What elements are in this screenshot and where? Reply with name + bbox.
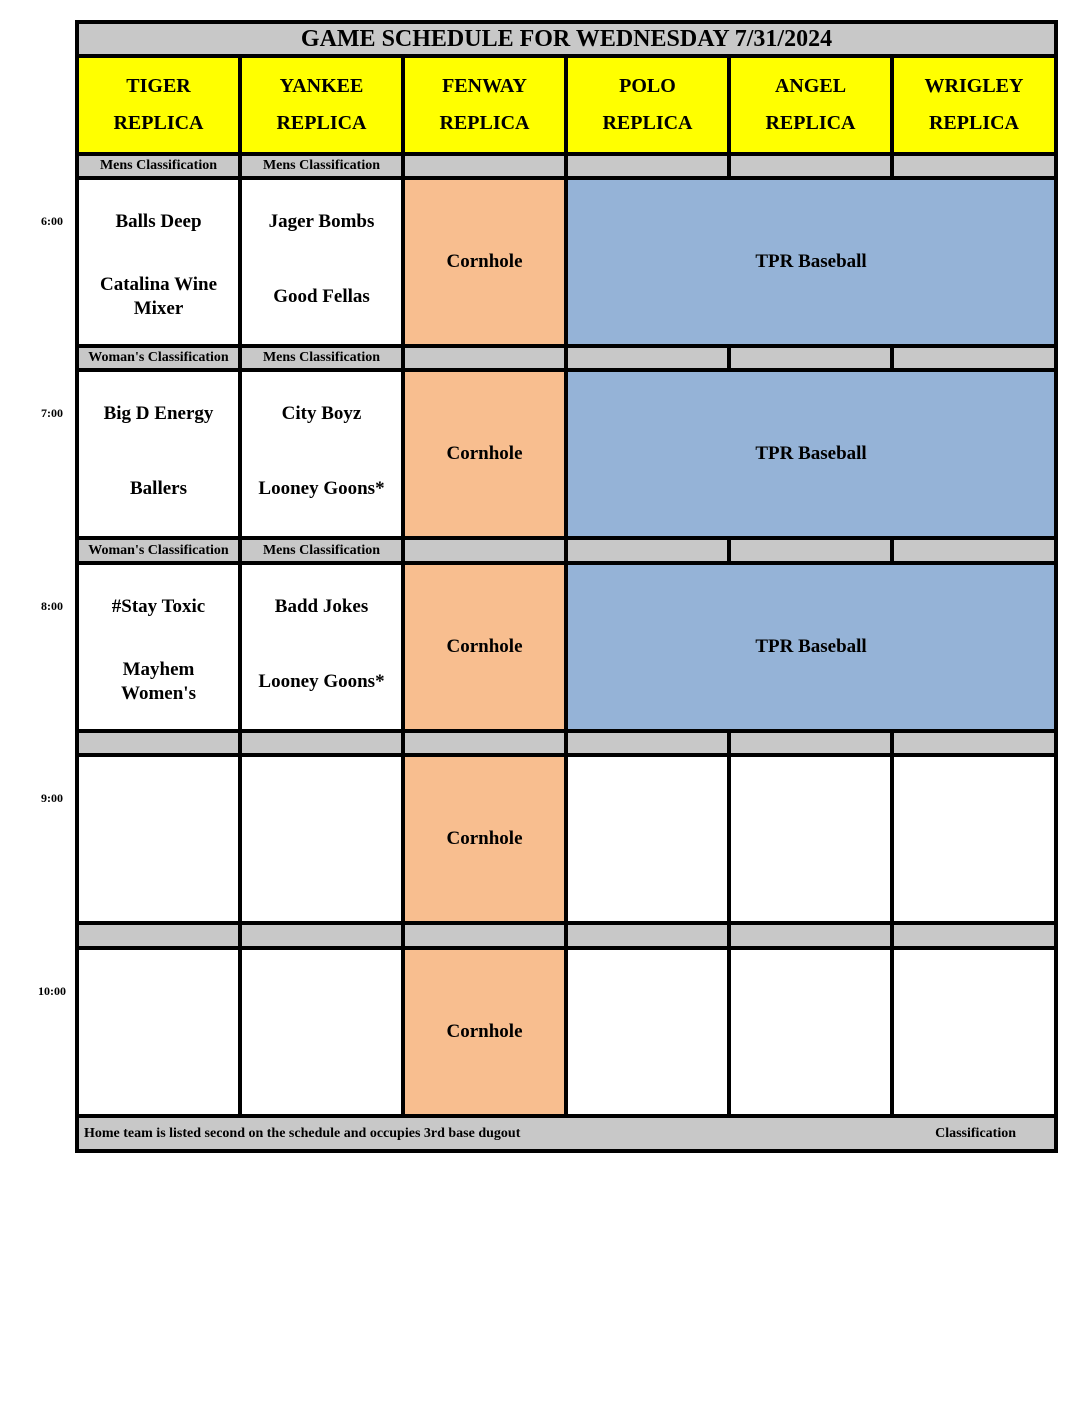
field-sub: REPLICA <box>602 112 693 134</box>
time-label: 7:00 <box>41 406 63 420</box>
classification-fenway <box>405 540 564 561</box>
classification-angel <box>731 733 890 753</box>
game-yankee-8 <box>242 565 401 729</box>
classification-wrigley <box>894 925 1054 946</box>
classification-yankee <box>242 925 401 946</box>
classification-yankee: Mens Classification <box>242 156 401 176</box>
cornhole-fenway-7: Cornhole <box>405 372 564 536</box>
classification-fenway <box>405 156 564 176</box>
footer-note: Home team is listed second on the schedule and occupies 3rd base dugout <box>84 1125 521 1141</box>
away-team: City Boyz <box>281 403 362 424</box>
away-team: #Stay Toxic <box>111 596 206 617</box>
field-name: WRIGLEY <box>924 75 1024 97</box>
classification-fenway <box>405 733 564 753</box>
classification-tiger <box>79 925 238 946</box>
field-sub: REPLICA <box>113 112 204 134</box>
field-name: POLO <box>619 75 676 97</box>
classification-tiger <box>79 733 238 753</box>
field-sub: REPLICA <box>276 112 367 134</box>
header-fenway <box>405 58 564 152</box>
home-team: Looney Goons* <box>258 671 385 692</box>
classification-yankee: Mens Classification <box>242 540 401 561</box>
cornhole-fenway-8: Cornhole <box>405 565 564 729</box>
classification-wrigley <box>894 540 1054 561</box>
tpr-baseball-7: TPR Baseball <box>568 372 1054 536</box>
game-yankee-6 <box>242 180 401 344</box>
footer-bar <box>79 1118 1054 1149</box>
tpr-baseball-6: TPR Baseball <box>568 180 1054 344</box>
empty-angel-9 <box>731 757 890 921</box>
field-sub: REPLICA <box>765 112 856 134</box>
time-label: 10:00 <box>38 984 66 998</box>
classification-angel <box>731 156 890 176</box>
empty-polo-9 <box>568 757 727 921</box>
tpr-baseball-8: TPR Baseball <box>568 565 1054 729</box>
field-name: TIGER <box>126 75 191 97</box>
classification-wrigley <box>894 348 1054 368</box>
classification-yankee <box>242 733 401 753</box>
game-tiger-7 <box>79 372 238 536</box>
schedule-title: GAME SCHEDULE FOR WEDNESDAY 7/31/2024 <box>79 24 1054 54</box>
empty-yankee-9 <box>242 757 401 921</box>
empty-angel-10 <box>731 950 890 1114</box>
time-label: 8:00 <box>41 599 63 613</box>
classification-polo <box>568 156 727 176</box>
header-polo <box>568 58 727 152</box>
away-team: Balls Deep <box>115 211 202 232</box>
classification-wrigley <box>894 156 1054 176</box>
field-sub: REPLICA <box>439 112 530 134</box>
classification-tiger: Woman's Classification <box>79 348 238 368</box>
home-team: Looney Goons* <box>258 478 385 499</box>
empty-tiger-10 <box>79 950 238 1114</box>
classification-wrigley <box>894 733 1054 753</box>
game-tiger-8 <box>79 565 238 729</box>
cornhole-fenway-9: Cornhole <box>405 757 564 921</box>
header-tiger <box>79 58 238 152</box>
away-team: Jager Bombs <box>268 211 375 232</box>
field-sub: REPLICA <box>928 112 1019 134</box>
classification-polo <box>568 925 727 946</box>
field-name: ANGEL <box>774 75 847 97</box>
cornhole-fenway-10: Cornhole <box>405 950 564 1114</box>
field-name: FENWAY <box>442 75 527 97</box>
home-team: Ballers <box>130 478 187 499</box>
footer-classification: Classification <box>935 1125 1016 1141</box>
classification-fenway <box>405 348 564 368</box>
field-name: YANKEE <box>279 75 364 97</box>
classification-angel <box>731 925 890 946</box>
classification-polo <box>568 540 727 561</box>
header-yankee <box>242 58 401 152</box>
classification-fenway <box>405 925 564 946</box>
classification-polo <box>568 348 727 368</box>
classification-polo <box>568 733 727 753</box>
empty-wrigley-9 <box>894 757 1054 921</box>
empty-polo-10 <box>568 950 727 1114</box>
home-team: Good Fellas <box>273 286 370 307</box>
home-team: Mayhem Women's <box>121 659 196 704</box>
home-team: Catalina Wine Mixer <box>99 274 217 319</box>
classification-angel <box>731 348 890 368</box>
time-label: 9:00 <box>41 791 63 805</box>
game-tiger-6 <box>79 180 238 344</box>
classification-tiger: Woman's Classification <box>79 540 238 561</box>
header-wrigley <box>894 58 1054 152</box>
classification-angel <box>731 540 890 561</box>
classification-yankee: Mens Classification <box>242 348 401 368</box>
header-angel <box>731 58 890 152</box>
empty-yankee-10 <box>242 950 401 1114</box>
classification-tiger: Mens Classification <box>79 156 238 176</box>
away-team: Badd Jokes <box>274 596 369 617</box>
cornhole-fenway-6: Cornhole <box>405 180 564 344</box>
time-label: 6:00 <box>41 214 63 228</box>
away-team: Big D Energy <box>103 403 214 424</box>
empty-wrigley-10 <box>894 950 1054 1114</box>
empty-tiger-9 <box>79 757 238 921</box>
game-yankee-7 <box>242 372 401 536</box>
